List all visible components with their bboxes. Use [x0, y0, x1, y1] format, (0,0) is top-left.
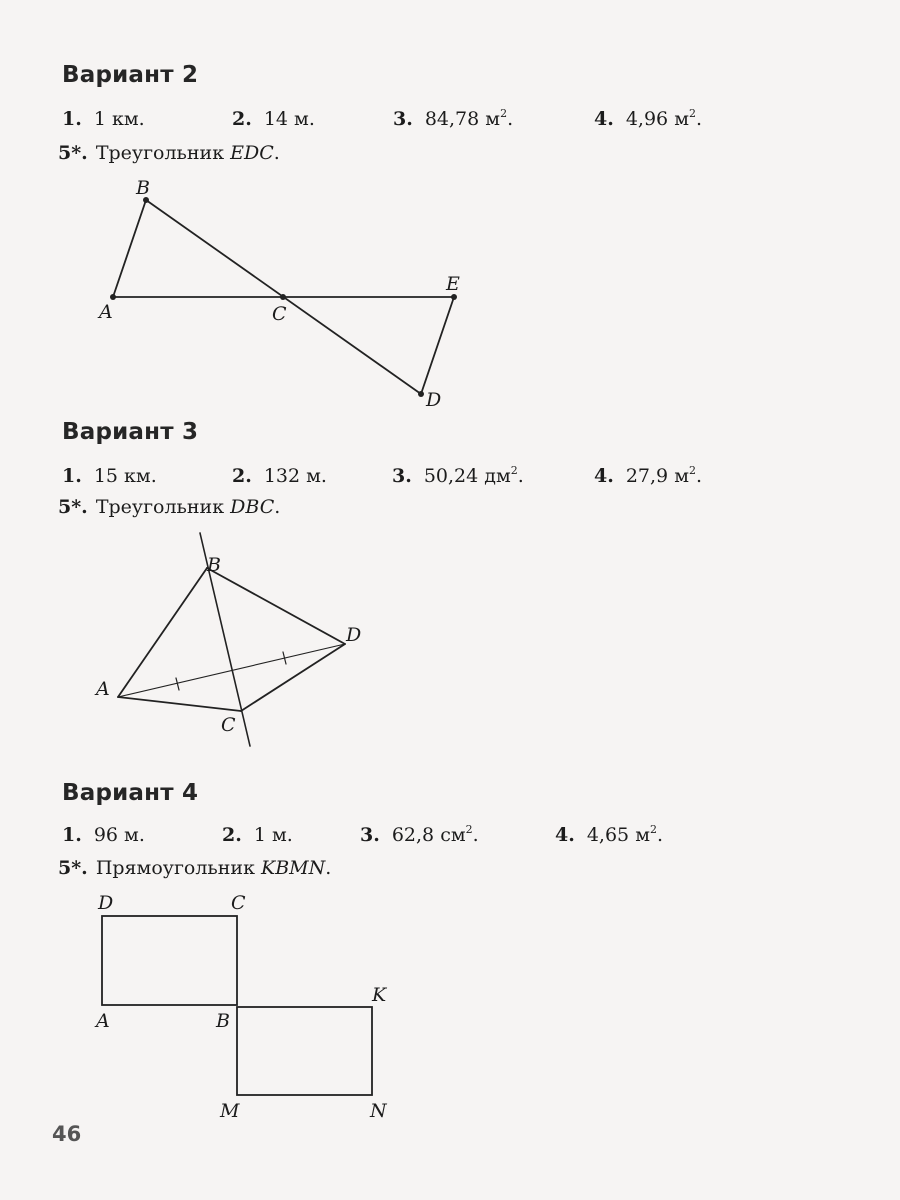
label-a: A	[99, 301, 113, 323]
label-a: A	[96, 1010, 110, 1032]
v2-answer-4: 4. 4,96 $м^2$.	[594, 107, 703, 130]
v4-answer-1: 1. 96 м.	[62, 824, 145, 846]
v3-answer-4: 4. 27,9 $м^2$.	[594, 464, 703, 487]
v4-task-5: 5*. Прямоугольник KBMN.	[58, 857, 332, 879]
variant-3-heading: Вариант 3	[62, 419, 199, 445]
v3-answer-2: 2. 132 м.	[232, 465, 327, 487]
label-b: B	[216, 1010, 230, 1032]
v2-answer-2: 2. 14 м.	[232, 108, 315, 130]
rectangle-kbmn	[237, 1007, 372, 1095]
label-n: N	[370, 1100, 387, 1122]
label-a: A	[96, 678, 110, 700]
v4-answer-3: 3. 62,8 $см^2$.	[360, 823, 479, 846]
label-c: C	[221, 714, 236, 736]
label-c: C	[272, 303, 287, 325]
page-number: 46	[52, 1122, 82, 1146]
v2-answer-3: 3. 84,78 $м^2$.	[393, 107, 514, 130]
v3-task-5: 5*. Треугольник DBC.	[58, 496, 281, 518]
v2-task-5: 5*. Треугольник EDC.	[58, 142, 280, 164]
label-b: B	[136, 177, 150, 199]
v3-answer-1: 1. 15 км.	[62, 465, 157, 487]
label-c: C	[231, 892, 246, 914]
label-d: D	[346, 624, 362, 646]
label-d: D	[98, 892, 114, 914]
v3-answer-3: 3. 50,24 $дм^2$.	[392, 464, 524, 487]
rectangle-dcba	[102, 916, 237, 1005]
v2-answer-1: 1. 1 км.	[62, 108, 145, 130]
label-m: M	[220, 1100, 240, 1122]
label-k: K	[372, 984, 387, 1006]
v4-answer-2: 2. 1 м.	[222, 824, 293, 846]
variant-4-heading: Вариант 4	[62, 780, 199, 806]
v4-answer-4: 4. 4,65 $м^2$.	[555, 823, 664, 846]
label-e: E	[446, 273, 460, 295]
label-d: D	[426, 389, 442, 411]
variant-2-heading: Вариант 2	[62, 62, 199, 88]
label-b: B	[207, 554, 221, 576]
